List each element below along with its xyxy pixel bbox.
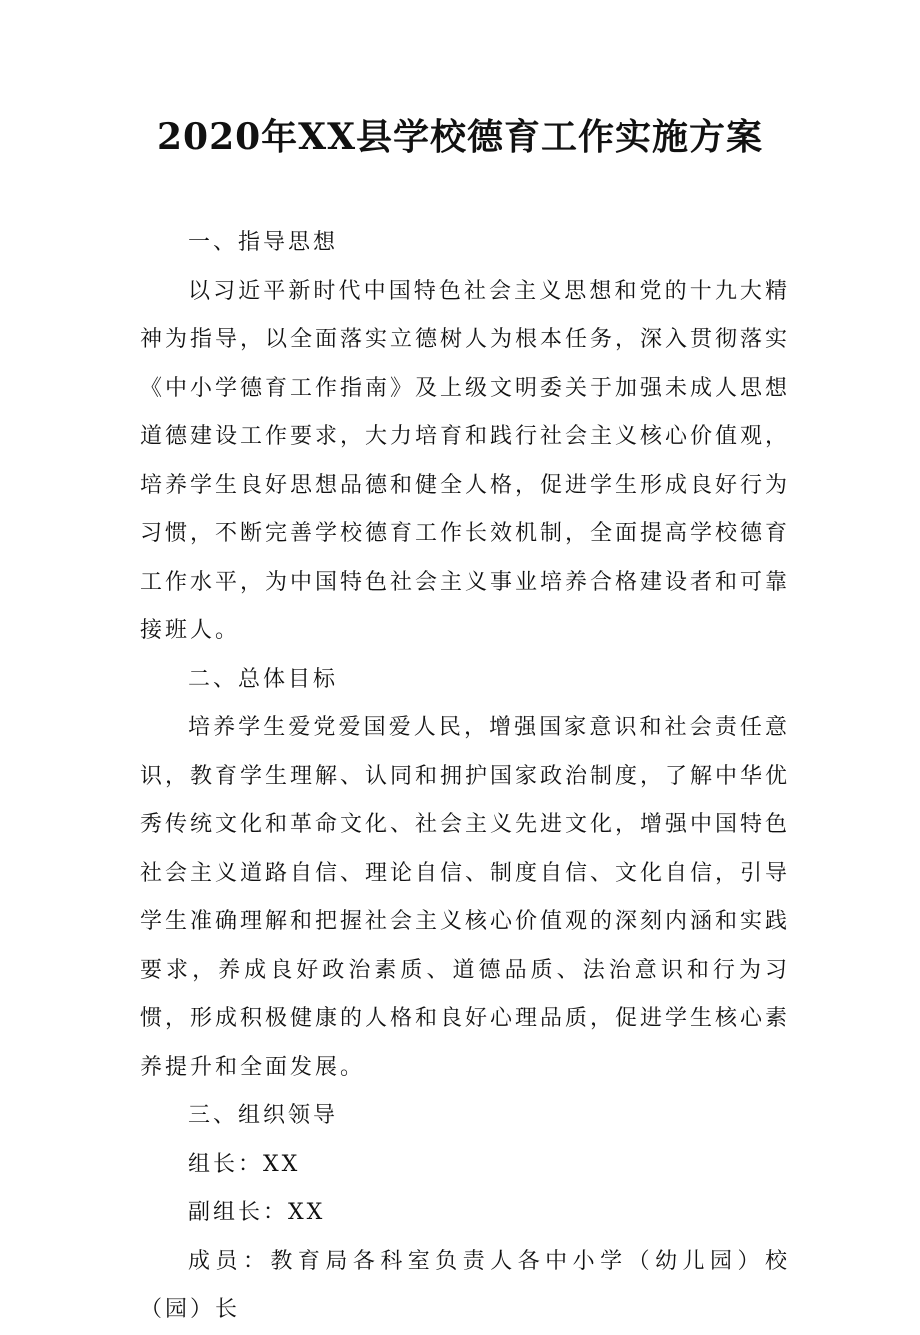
section-heading: 三、组织领导 [188,1103,339,1128]
paragraph: 培养学生爱党爱国爱人民，增强国家意识和社会责任意识，教育学生理解、认同和拥护国家政治制度，了解中华优秀传统文化和革命文化、社会主义先进文化，增强中国特色社会主义道路自信、理论自信、制度自信、文化自信，引导学生准确理解和把握社会主义核心价值观的深刻内涵和实践要求，养成良好政治素质、道德品质、法治意识和行为习惯，形成积极健康的人格和良好心理品质，促进学生核心素养提升和全面发展。 [140,715,791,1080]
leader-line: 组长：XX [188,1151,301,1177]
members-line: 成员：教育局各科室负责人各中小学（幼儿园）校（园）长 [140,1248,790,1322]
section-heading: 二、总体目标 [188,666,339,692]
paragraph: 以习近平新时代中国特色社会主义思想和党的十九大精神为指导，以全面落实立德树人为根本任务，深入贯彻落实《中小学德育工作指南》及上级文明委关于加强未成人思想道德建设工作要求，大力培育和践行社会主义核心价值观，培养学生良好思想品德和健全人格，促进学生形成良好行为习惯，不断完善学校德育工作长效机制，全面提高学校德育工作水平，为中国特色社会主义事业培养合格建设者和可靠接班人。 [140,278,791,643]
document-body [140,219,790,1335]
deputy-leader-line: 副组长：XX [188,1200,326,1225]
document-title: 2020年XX县学校德育工作实施方案 [156,116,764,158]
section-heading: 一、指导思想 [188,230,339,255]
